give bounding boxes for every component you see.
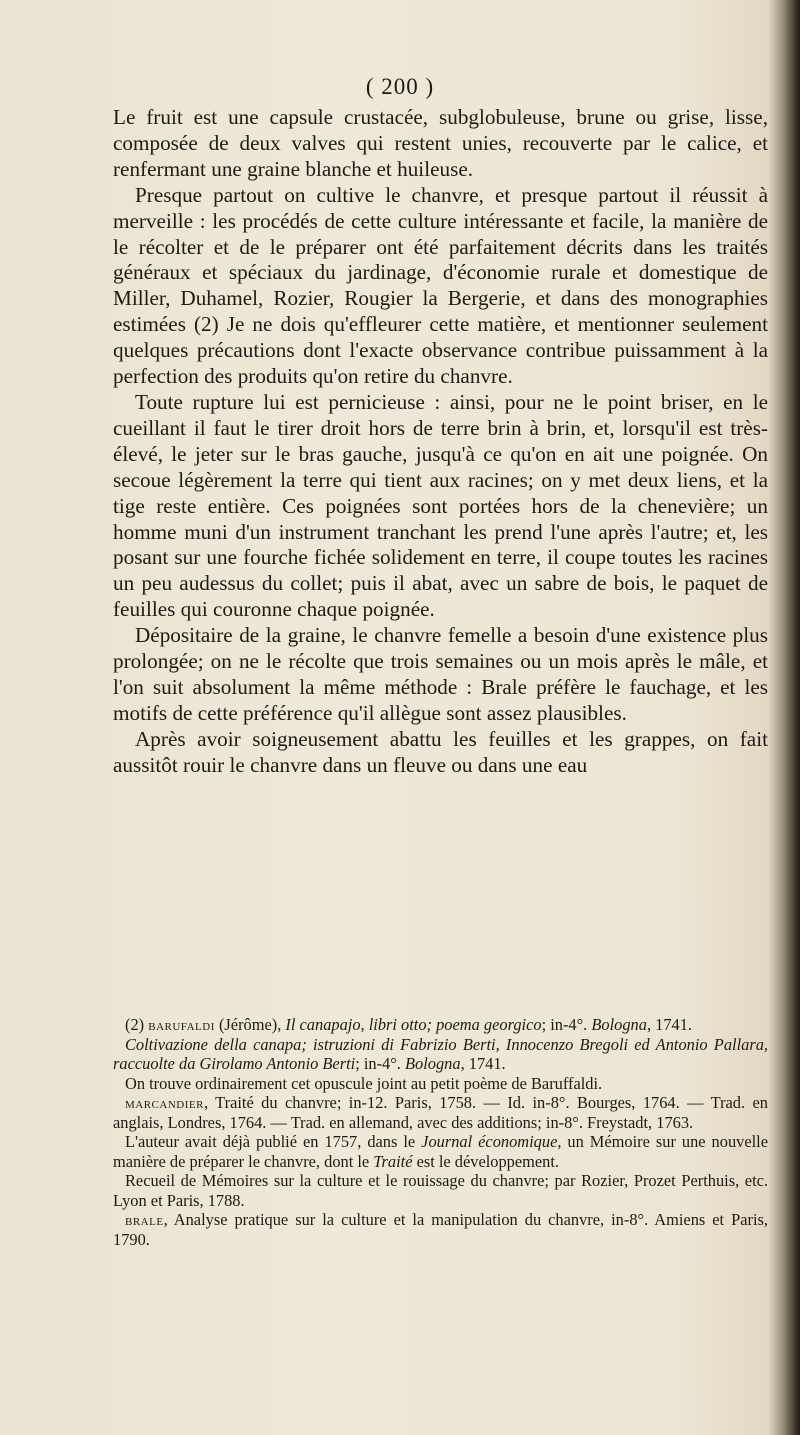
paragraph-1: Le fruit est une capsule crustacée, subglobuleuse, brune ou grise, lisse, composée de deux valves qui restent unies, recouverte par le calice, et renfermant une graine blanche et huileuse. bbox=[113, 105, 768, 181]
footnote-baruffaldi: (2) barufaldi (Jérôme), Il canapajo, libri otto; poema georgico; in-4°. Bologna, 1741. bbox=[125, 1015, 693, 1034]
page-edge-shadow bbox=[784, 0, 800, 1435]
footnote-brale: brale, Analyse pratique sur la culture et la manipulation du chanvre, in-8°. Amiens et Paris, 1790. bbox=[113, 1210, 768, 1249]
footnote-title: Il canapajo, libri otto; poema georgico bbox=[285, 1015, 542, 1034]
footnote-auteur: L'auteur avait déjà publié en 1757, dans le Journal économique, un Mémoire sur une nouvelle manière de préparer le chanvre, dont le Traité est le développement. bbox=[113, 1132, 768, 1171]
footnote-opuscule: On trouve ordinairement cet opuscule joint au petit poème de Baruffaldi. bbox=[125, 1073, 603, 1093]
footnotes bbox=[113, 1015, 768, 1249]
footnote-title: Coltivazione della canapa; istruzioni di Fabrizio Berti, Innocenzo Bregoli ed Antonio Pallara, raccuolte da Girolamo Antonio Berti bbox=[113, 1034, 768, 1073]
footnote-recueil: Recueil de Mémoires sur la culture et le rouissage du chanvre; par Rozier, Prozet Perthuis, etc. Lyon et Paris, 1788. bbox=[113, 1171, 768, 1210]
footnote-author: marcandier bbox=[125, 1093, 204, 1112]
paragraph-4: Dépositaire de la graine, le chanvre femelle a besoin d'une existence plus prolongée; on ne le récolte que trois semaines ou un mois après le mâle, et l'on suit absolument la même méthode : Brale préfère le fauchage, et les motifs de cette préférence qu'il allègue sont assez plausibles. bbox=[113, 623, 768, 725]
paragraph-5: Après avoir soigneusement abattu les feuilles et les grappes, on fait aussitôt rouir le chanvre dans un fleuve ou dans une eau bbox=[113, 726, 768, 777]
footnote-marcandier: marcandier, Traité du chanvre; in-12. Paris, 1758. — Id. in-8°. Bourges, 1764. — Trad. en anglais, Londres, 1764. — Trad. en allemand, avec des additions; in-8°. Freystadt, 1763. bbox=[113, 1093, 768, 1132]
footnote-coltivazione: Coltivazione della canapa; istruzioni di Fabrizio Berti, Innocenzo Bregoli ed Antonio Pallara, raccuolte da Girolamo Antonio Berti; in-4°. Bologna, 1741. bbox=[113, 1034, 768, 1073]
main-text bbox=[113, 105, 768, 779]
footnote-author: barufaldi bbox=[148, 1015, 215, 1034]
paragraph-3: Toute rupture lui est pernicieuse : ainsi, pour ne le point briser, en le cueillant il faut le tirer droit hors de terre brin à brin, et, lorsqu'il est très-élevé, le jeter sur le bras gauche, jusqu'à ce qu'on en ait une poignée. On secoue légèrement la terre qui tient aux racines; on y met deux liens, et la tige reste entière. Ces poignées sont portées hors de la chenevière; un homme muni d'un instrument tranchant les prend l'une après l'autre; et, les posant sur une fourche fichée solidement en terre, il coupe toutes les racines un peu audessus du collet; puis il abat, avec un sabre de bois, le paquet de feuilles qui couronne chaque poignée. bbox=[113, 389, 768, 622]
paragraph-2: Presque partout on cultive le chanvre, et presque partout il réussit à merveille : les procédés de cette culture intéressante et facile, la manière de le récolter et de le préparer ont été parfaitement décrits dans les traités généraux et spéciaux du jardinage, d'économie rurale et domestique de Miller, Duhamel, Rozier, Rougier la Bergerie, et dans des monographies estimées (2) Je ne dois qu'effleurer cette matière, et mentionner seulement quelques précautions dont l'exacte observance contribue puissamment à la perfection des produits qu'on retire du chanvre. bbox=[113, 182, 768, 389]
page-number: ( 200 ) bbox=[365, 74, 435, 99]
footnote-author: brale bbox=[125, 1210, 164, 1229]
